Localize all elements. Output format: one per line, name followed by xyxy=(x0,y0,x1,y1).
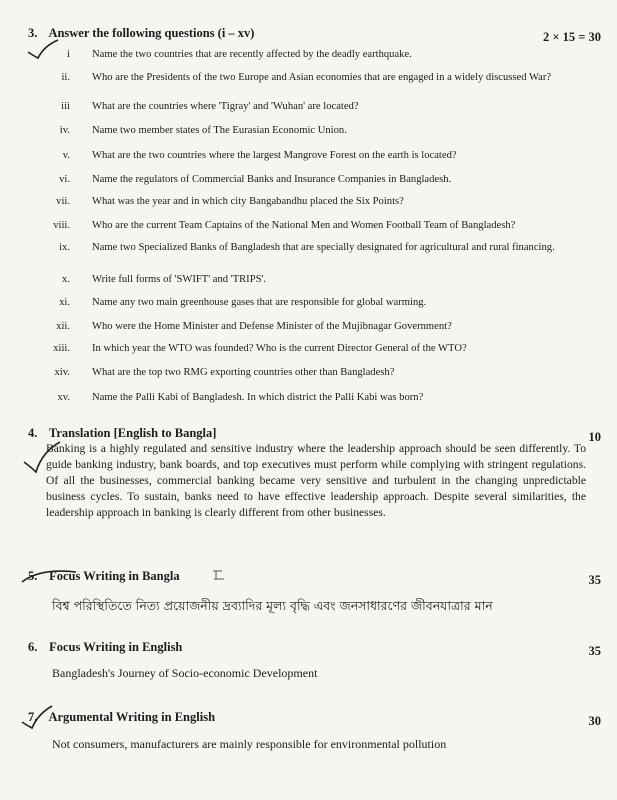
question-text: Who are the current Team Captains of the National Men and Women Football Team of Bangladesh? xyxy=(92,220,516,231)
question-number: vii. xyxy=(56,196,70,207)
question-number: i xyxy=(67,49,70,60)
tick-mark-icon xyxy=(20,564,78,586)
question-text: What was the year and in which city Bangabandhu placed the Six Points? xyxy=(92,196,404,207)
section-5-number: 5. xyxy=(28,569,38,583)
section-7-heading xyxy=(28,710,215,725)
section-3-number: 3. xyxy=(28,26,38,40)
question-text: In which year the WTO was founded? Who is the current Director General of the WTO? xyxy=(92,343,467,354)
question-text: Who were the Home Minister and Defense Minister of the Mujibnagar Government? xyxy=(92,321,452,332)
question-text: What are the top two RMG exporting countries other than Bangladesh? xyxy=(92,367,395,378)
section-7-marks: 30 xyxy=(588,714,601,728)
question-text: What are the countries where 'Tigray' and 'Wuhan' are located? xyxy=(92,101,359,112)
section-6-marks: 35 xyxy=(588,644,601,658)
question-number: xiii. xyxy=(53,343,70,354)
question-number: xiv. xyxy=(54,367,70,378)
question-number: ii. xyxy=(61,72,70,83)
section-4-heading xyxy=(28,426,216,441)
section-7-title: Argumental Writing in English xyxy=(48,710,216,724)
section-6-title: Focus Writing in English xyxy=(49,640,183,654)
section-5-marks: 35 xyxy=(588,573,601,587)
section-7-topic: Not consumers, manufacturers are mainly responsible for environmental pollution xyxy=(52,737,447,751)
question-number: xii. xyxy=(56,321,70,332)
section-6-heading xyxy=(28,640,182,655)
question-text: Name the two countries that are recently affected by the deadly earthquake. xyxy=(92,49,412,60)
question-text: Name two Specialized Banks of Bangladesh that are specially designated for agricultural and rural financing. xyxy=(92,242,555,253)
scribble-mark-icon xyxy=(212,568,226,582)
translation-passage: Banking is a highly regulated and sensitive industry where the leadership approach should be seen differently. To guide banking industry, bank boards, and top executives must perform while complying with stringent regulations. Of all the businesses, commercial banking became very sensitive and turbulent in the changing unpredictable business cycles. To sustain, banks need to have effective leadership approach. Despite several similarities, the leadership approach in banking is clearly different from other businesses. xyxy=(46,442,586,519)
question-text: Who are the Presidents of the two Europe and Asian economies that are engaged in a widely discussed War? xyxy=(92,72,552,83)
question-number: iv. xyxy=(59,125,70,136)
question-number: xv. xyxy=(57,392,70,403)
section-4-number: 4. xyxy=(28,426,38,440)
section-3-heading xyxy=(28,26,254,41)
question-number: x. xyxy=(62,274,70,285)
section-5-topic: বিশ্ব পরিস্থিতিতে নিত্য প্রয়োজনীয় দ্রব্যাদির মূল্য বৃদ্ধি এবং জনসাধারণের জীবনযাত্রার মান xyxy=(52,598,493,613)
question-number: xi. xyxy=(59,297,70,308)
question-text: Name any two main greenhouse gases that are responsible for global warming. xyxy=(92,297,427,308)
question-number: iii xyxy=(61,101,70,112)
section-7-number: 7. xyxy=(28,710,38,724)
question-text: Name the Palli Kabi of Bangladesh. In which district the Palli Kabi was born? xyxy=(92,392,424,403)
section-3-title: Answer the following questions (i – xv) xyxy=(48,26,255,40)
section-4-marks: 10 xyxy=(588,430,601,444)
question-text: Name the regulators of Commercial Banks and Insurance Companies in Bangladesh. xyxy=(92,174,452,185)
section-5-title: Focus Writing in Bangla xyxy=(49,569,180,583)
tick-mark-icon xyxy=(20,704,54,730)
section-4-title: Translation [English to Bangla] xyxy=(48,426,217,440)
question-text: Write full forms of 'SWIFT' and 'TRIPS'. xyxy=(92,274,267,285)
question-text: Name two member states of The Eurasian Economic Union. xyxy=(92,125,347,136)
question-number: v. xyxy=(62,150,70,161)
question-number: vi. xyxy=(59,174,70,185)
section-6-topic: Bangladesh's Journey of Socio-economic Development xyxy=(52,666,318,680)
tick-mark-icon xyxy=(22,440,62,474)
section-3-marks: 2 × 15 = 30 xyxy=(543,30,601,44)
question-text: What are the two countries where the largest Mangrove Forest on the earth is located? xyxy=(92,150,457,161)
tick-mark-icon xyxy=(26,38,60,60)
question-number: viii. xyxy=(53,220,70,231)
question-number: ix. xyxy=(59,242,70,253)
section-6-number: 6. xyxy=(28,640,38,654)
